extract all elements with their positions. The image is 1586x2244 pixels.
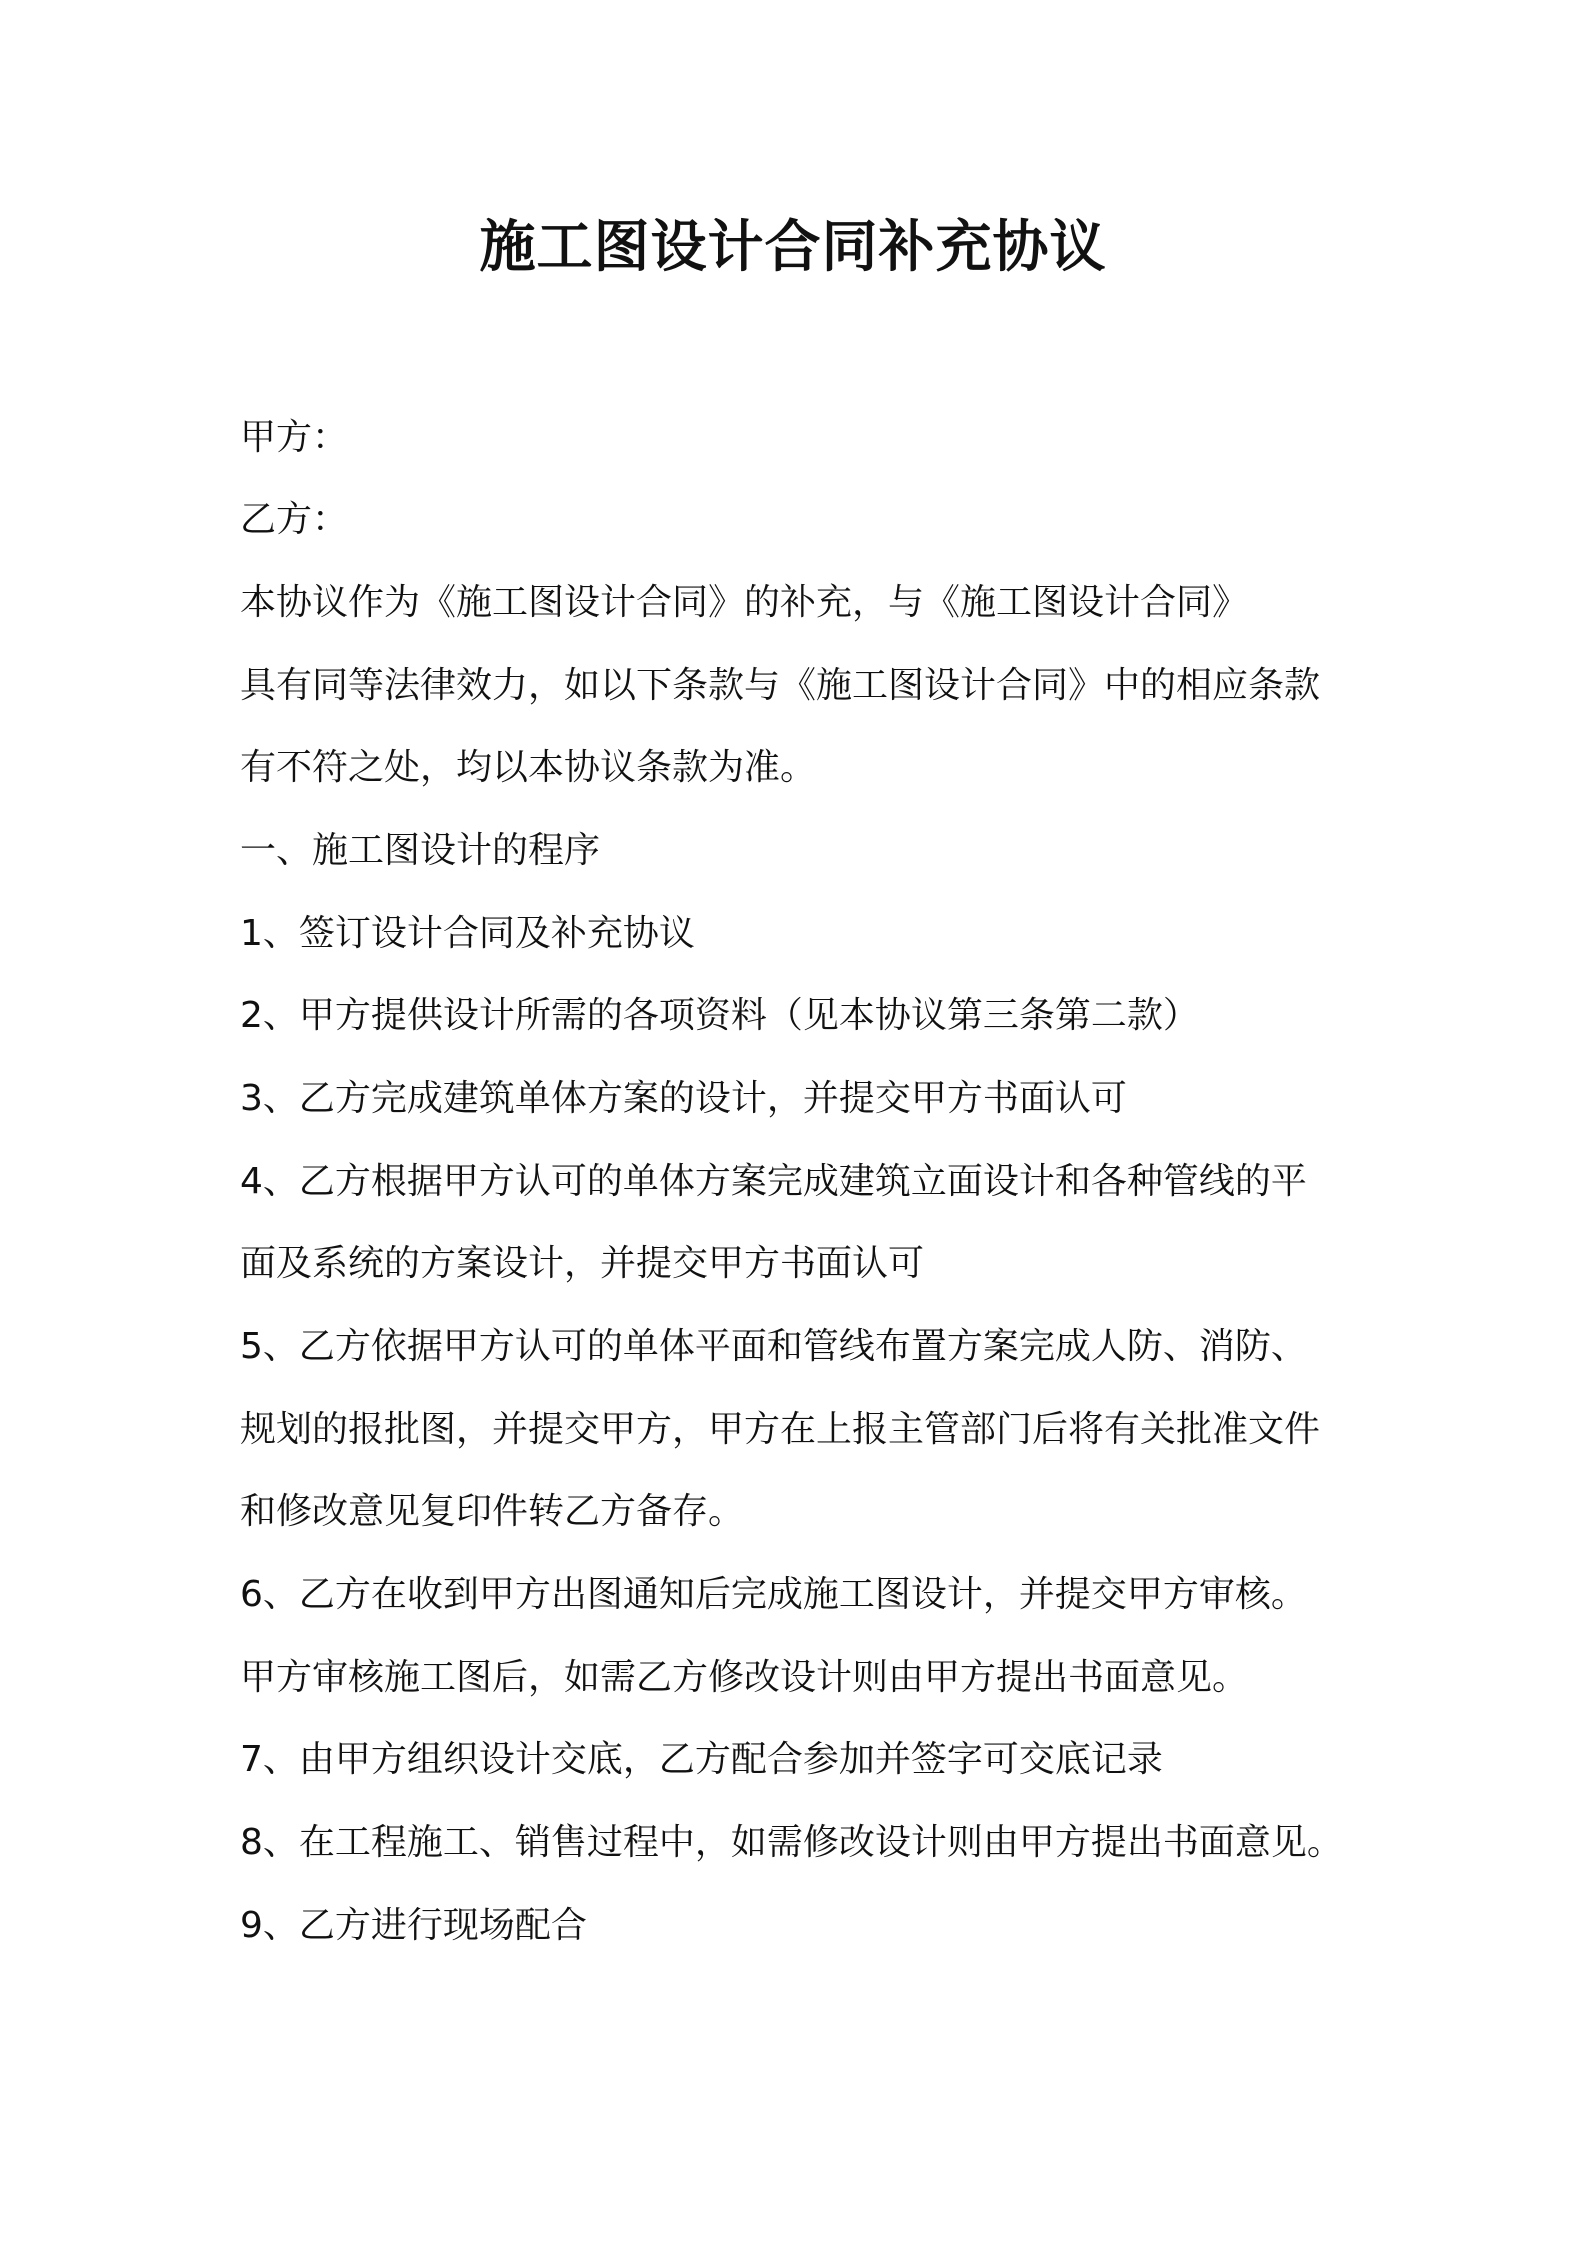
clause-7: 7、由甲方组织设计交底，乙方配合参加并签字可交底记录 xyxy=(240,1739,1163,1780)
preamble-line-1: 本协议作为《施工图设计合同》的补充，与《施工图设计合同》 xyxy=(240,582,1249,623)
preamble-line-2: 具有同等法律效力，如以下条款与《施工图设计合同》中的相应条款 xyxy=(240,665,1321,706)
clause-5-line-2: 规划的报批图，并提交甲方，甲方在上报主管部门后将有关批准文件 xyxy=(240,1409,1321,1450)
clause-8: 8、在工程施工、销售过程中，如需修改设计则由甲方提出书面意见。 xyxy=(240,1822,1343,1863)
clause-2: 2、甲方提供设计所需的各项资料（见本协议第三条第二款） xyxy=(240,995,1199,1036)
preamble-line-3: 有不符之处，均以本协议条款为准。 xyxy=(240,747,817,788)
clause-9: 9、乙方进行现场配合 xyxy=(240,1905,587,1946)
party-b-line: 乙方： xyxy=(240,499,349,540)
party-a-line: 甲方： xyxy=(240,417,349,458)
clause-4-line-2: 面及系统的方案设计，并提交甲方书面认可 xyxy=(240,1243,925,1284)
section-heading: 一、施工图设计的程序 xyxy=(240,830,601,871)
clause-5-line-3: 和修改意见复印件转乙方备存。 xyxy=(240,1491,745,1532)
clause-4-line-1: 4、乙方根据甲方认可的单体方案完成建筑立面设计和各种管线的平 xyxy=(240,1161,1307,1202)
clause-1: 1、签订设计合同及补充协议 xyxy=(240,913,695,954)
clause-3: 3、乙方完成建筑单体方案的设计，并提交甲方书面认可 xyxy=(240,1078,1127,1119)
document-title: 施工图设计合同补充协议 xyxy=(479,215,1107,280)
clause-6-line-1: 6、乙方在收到甲方出图通知后完成施工图设计，并提交甲方审核。 xyxy=(240,1574,1307,1615)
clause-5-line-1: 5、乙方依据甲方认可的单体平面和管线布置方案完成人防、消防、 xyxy=(240,1326,1307,1367)
clause-6-line-2: 甲方审核施工图后，如需乙方修改设计则由甲方提出书面意见。 xyxy=(240,1657,1249,1698)
